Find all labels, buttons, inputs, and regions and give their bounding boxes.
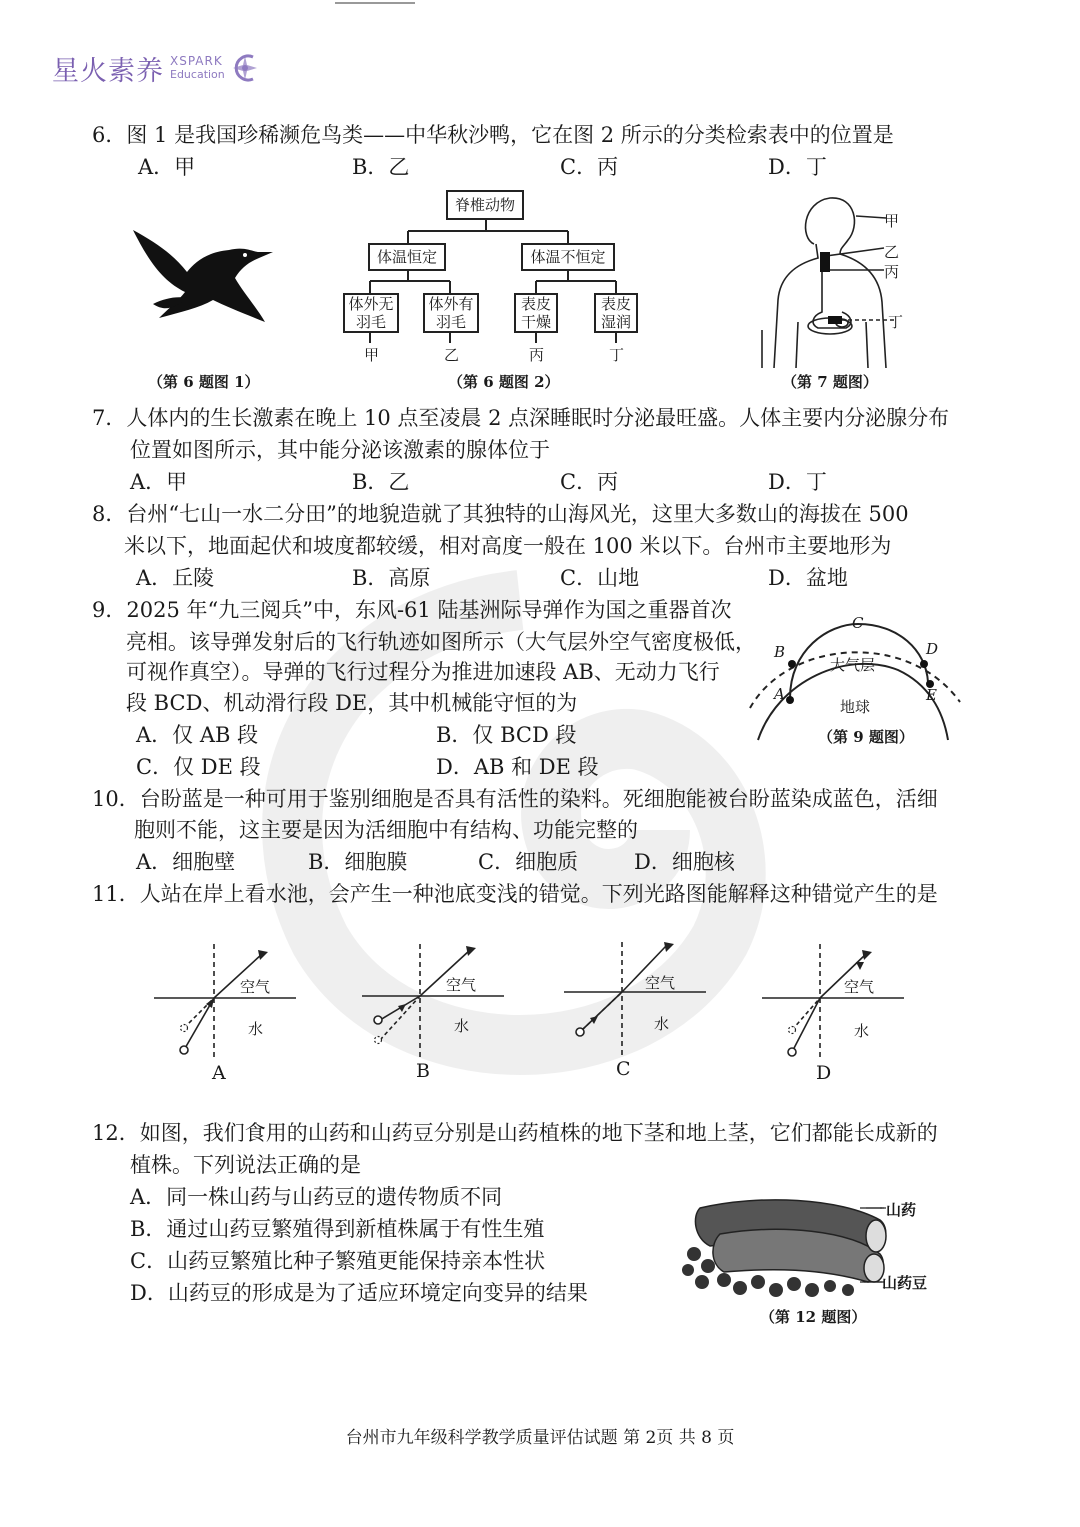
q9-fig-caption: （第 9 题图） [818, 728, 914, 746]
q12-fig-caption: （第 12 题图） [760, 1308, 867, 1326]
q10-option-d: D．细胞核 [634, 850, 735, 874]
q10-option-a: A．细胞壁 [136, 850, 236, 874]
light-path-diagram-c [560, 938, 710, 1058]
key-label-ding: 丁 [609, 346, 625, 364]
key-root-vertebrates: 脊椎动物 [446, 190, 524, 220]
q6-option-d: D．丁 [768, 155, 827, 179]
key-leaf-1-line-1: 体外无 [348, 295, 394, 313]
logo-english [170, 55, 225, 81]
q6-stem: 6．图 1 是我国珍稀濒危鸟类——中华秋沙鸭，它在图 2 所示的分类检索表中的位置是 [92, 123, 894, 147]
key-leaf-dry-skin [514, 293, 558, 333]
q12-option-d: D．山药豆的形成是为了适应环境定向变异的结果 [130, 1281, 588, 1305]
q9-option-b: B．仅 BCD 段 [436, 723, 577, 747]
q7-fig-caption: （第 7 题图） [782, 373, 878, 391]
q9-option-c: C．仅 DE 段 [136, 755, 261, 779]
diagram-a-label: A [212, 1062, 226, 1084]
q9-stem-line-3: 可视作真空）。导弹的飞行过程分为推进加速段 AB、无动力飞行 [126, 660, 720, 684]
q12-option-c: C．山药豆繁殖比种子繁殖更能保持亲本性状 [130, 1249, 546, 1273]
spark-icon [227, 52, 263, 84]
q8-stem-line-2: 米以下，地面起伏和坡度都较缓，相对高度一般在 100 米以下。台州市主要地形为 [124, 534, 892, 558]
fig7-label-bing: 丙 [884, 263, 900, 281]
key-leaf-3-line-2: 干燥 [520, 313, 551, 331]
merganser-duck-figure [125, 222, 275, 334]
diagram-d-label: D [816, 1062, 832, 1084]
q12-stem-line-2: 植株。下列说法正确的是 [130, 1153, 361, 1177]
diagram-a-water: 水 [248, 1020, 264, 1038]
q9-stem-line-4: 段 BCD、机动滑行段 DE，其中机械能守恒的为 [126, 691, 578, 715]
logo-en-line-2: Education [170, 68, 225, 81]
key-leaf-4-line-2: 湿润 [600, 313, 631, 331]
fig9-earth-label: 地球 [840, 698, 871, 716]
key-warm-blooded: 体温恒定 [368, 243, 446, 271]
logo-en-line-1: XSPARK [170, 54, 223, 68]
fig12-label-yam: 山药 [886, 1201, 917, 1219]
key-leaf-4-line-1: 表皮 [600, 295, 631, 313]
q8-stem-line-1: 8．台州“七山一水二分田”的地貌造就了其独特的山海风光，这里大多数山的海拔在 500 [92, 502, 909, 526]
logo-chinese: 星火素养 [52, 55, 164, 87]
diagram-d-air: 空气 [844, 978, 875, 996]
q9-stem-line-1: 9．2025 年“九三阅兵”中，东风-61 陆基洲际导弹作为国之重器首次 [92, 598, 732, 622]
q8-option-d: D．盆地 [768, 566, 848, 590]
diagram-c-air: 空气 [645, 974, 676, 992]
fig7-label-jia: 甲 [884, 212, 900, 230]
fig9-atmosphere-label: 大气层 [830, 656, 876, 674]
key-leaf-2-line-2: 羽毛 [435, 313, 466, 331]
fig7-label-ding: 丁 [888, 313, 904, 331]
q7-option-b: B．乙 [352, 470, 410, 494]
diagram-a-air: 空气 [240, 978, 271, 996]
key-label-jia: 甲 [364, 346, 380, 364]
key-leaf-1-line-2: 羽毛 [355, 313, 386, 331]
diagram-b-air: 空气 [446, 976, 477, 994]
q6-option-a: A．甲 [138, 155, 196, 179]
q9-option-a: A．仅 AB 段 [136, 723, 259, 747]
fig9-point-b: B [774, 643, 786, 661]
key-leaf-3-line-1: 表皮 [520, 295, 551, 313]
q10-stem-line-2: 胞则不能，这主要是因为活细胞中有结构、功能完整的 [134, 818, 638, 842]
q6-option-b: B．乙 [352, 155, 410, 179]
fig9-point-a: A [774, 685, 785, 703]
diagram-b-label: B [416, 1060, 430, 1082]
q8-option-a: A．丘陵 [136, 566, 215, 590]
q9-stem-line-2: 亮相。该导弹发射后的飞行轨迹如图所示（大气层外空气密度极低， [126, 630, 756, 654]
fig12-label-bulbil: 山药豆 [882, 1274, 928, 1292]
scan-artifact-line [335, 2, 415, 4]
q7-option-a: A．甲 [130, 470, 188, 494]
page-footer: 台州市九年级科学教学质量评估试题 第 2页 共 8 页 [345, 1428, 735, 1448]
diagram-c-water: 水 [654, 1015, 670, 1033]
light-path-diagram-d [758, 940, 908, 1060]
q7-stem-line-2: 位置如图所示，其中能分泌该激素的腺体位于 [130, 438, 550, 462]
q10-option-b: B．细胞膜 [308, 850, 408, 874]
q10-option-c: C．细胞质 [478, 850, 579, 874]
fig7-label-yi: 乙 [884, 243, 900, 261]
q12-stem-line-1: 12．如图，我们食用的山药和山药豆分别是山药植株的地下茎和地上茎，它们都能长成新的 [92, 1121, 938, 1145]
key-label-bing: 丙 [529, 346, 545, 364]
key-leaf-moist-skin [594, 293, 638, 333]
light-path-diagram-b [358, 940, 508, 1060]
q7-stem-line-1: 7．人体内的生长激素在晚上 10 点至凌晨 2 点深睡眠时分泌最旺盛。人体主要内分泌腺分布 [92, 406, 950, 430]
fig9-point-c: C [852, 614, 864, 632]
q8-option-c: C．山地 [560, 566, 640, 590]
brand-logo [52, 50, 263, 86]
q12-option-a: A．同一株山药与山药豆的遗传物质不同 [130, 1185, 503, 1209]
q6-fig2-caption: （第 6 题图 2） [448, 373, 560, 391]
q9-option-d: D．AB 和 DE 段 [436, 755, 599, 779]
diagram-d-water: 水 [854, 1022, 870, 1040]
q7-option-d: D．丁 [768, 470, 827, 494]
light-path-diagram-a [150, 940, 300, 1060]
key-leaf-no-feathers [343, 293, 399, 333]
q10-stem-line-1: 10．台盼蓝是一种可用于鉴别细胞是否具有活性的染料。死细胞能被台盼蓝染成蓝色，活细 [92, 787, 938, 811]
q12-option-b: B．通过山药豆繁殖得到新植株属于有性生殖 [130, 1217, 545, 1241]
q11-stem: 11．人站在岸上看水池，会产生一种池底变浅的错觉。下列光路图能解释这种错觉产生的是 [92, 882, 938, 906]
q6-option-c: C．丙 [560, 155, 619, 179]
fig9-point-e: E [926, 686, 937, 704]
q6-fig1-caption: （第 6 题图 1） [148, 373, 260, 391]
diagram-c-label: C [616, 1058, 631, 1080]
key-leaf-feathers [423, 293, 479, 333]
key-label-yi: 乙 [444, 346, 460, 364]
diagram-b-water: 水 [454, 1017, 470, 1035]
key-leaf-2-line-1: 体外有 [428, 295, 474, 313]
q7-option-c: C．丙 [560, 470, 619, 494]
fig9-point-d: D [926, 640, 939, 658]
key-cold-blooded: 体温不恒定 [521, 243, 615, 271]
q8-option-b: B．高原 [352, 566, 431, 590]
